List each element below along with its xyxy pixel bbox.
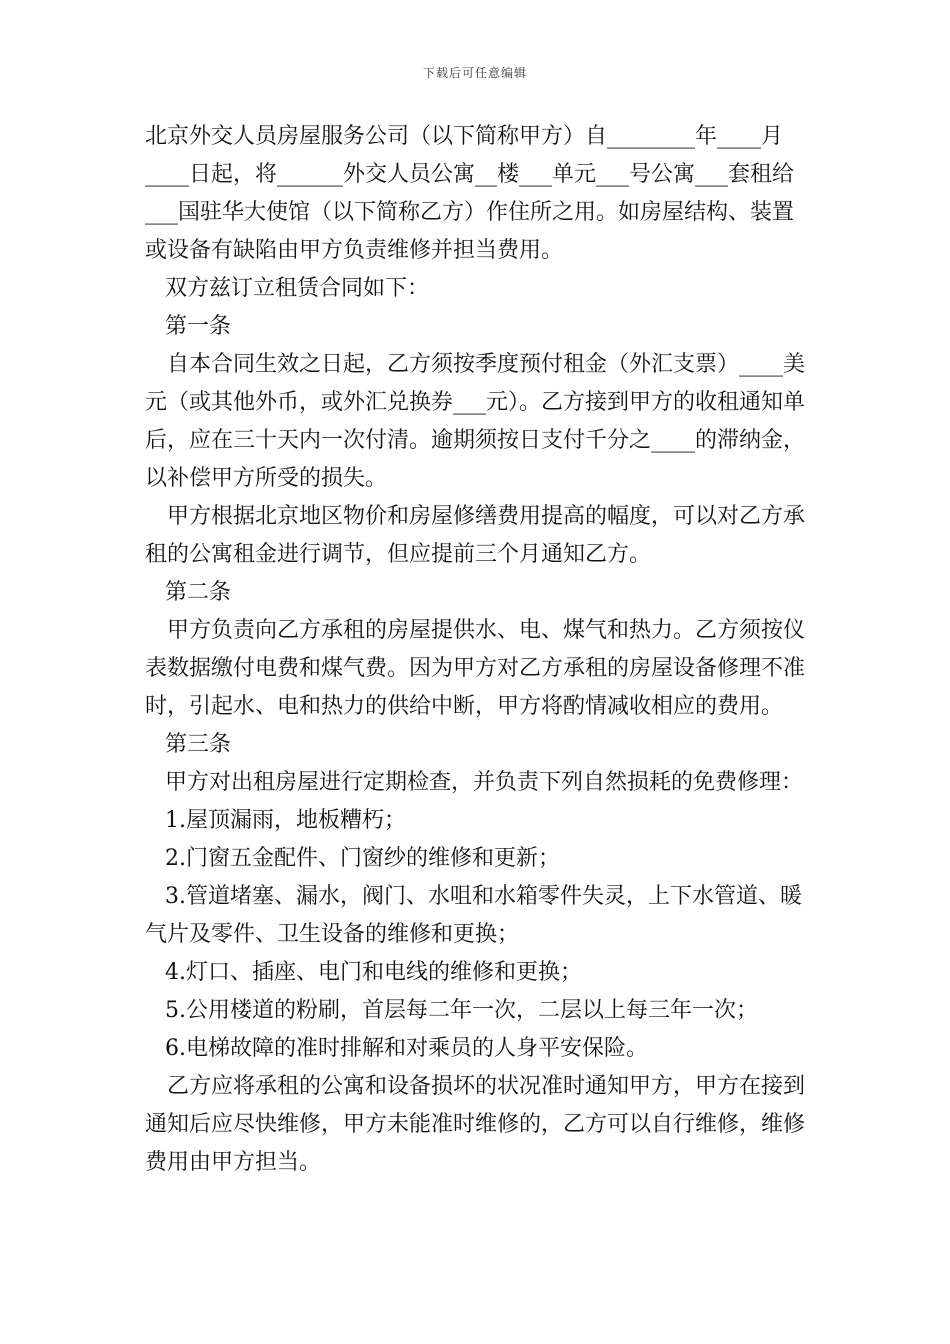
agreement-statement: 双方兹订立租赁合同如下： [165, 276, 430, 301]
list-item: 6.电梯故障的准时排解和对乘员的人身平安保险。 [165, 1036, 648, 1061]
list-item: 5.公用楼道的粉刷，首层每二年一次，二层以上每三年一次； [165, 998, 758, 1023]
article-1-paragraph-2: 甲方根据北京地区物价和房屋修缮费用提高的幅度，可以对乙方承租的公寓租金进行调节，但应提前三个月通知乙方。 [145, 504, 806, 567]
article-2-paragraph-1: 甲方负责向乙方承租的房屋提供水、电、煤气和热力。乙方须按仪表数据缴付电费和煤气费。因为甲方对乙方承租的房屋设备修理不准时，引起水、电和热力的供给中断，甲方将酌情减收相应的费用。 [145, 618, 806, 719]
article-1-title: 第一条 [165, 314, 232, 339]
list-item: 4.灯口、插座、电门和电线的维修和更换； [165, 960, 582, 985]
contract-intro: 北京外交人员房屋服务公司（以下简称甲方）自________年____月____日起，将______外交人员公寓__楼___单元___号公寓___套租给___国驻华大使馆（以下简称乙方）作住所之用。如房屋结构、装置或设备有缺陷由甲方负责维修并担当费用。 [145, 124, 795, 263]
list-item: 3.管道堵塞、漏水，阀门、水咀和水箱零件失灵，上下水管道、暖气片及零件、卫生设备的维修和更换； [145, 884, 802, 947]
article-3-paragraph-1: 甲方对出租房屋进行定期检查，并负责下列自然损耗的免费修理： [165, 770, 804, 795]
document-body [145, 118, 807, 1182]
list-item: 2.门窗五金配件、门窗纱的维修和更新； [165, 846, 560, 871]
article-2-title: 第二条 [165, 580, 232, 605]
article-1-paragraph-1: 自本合同生效之日起，乙方须按季度预付租金（外汇支票）____美元（或其他外币，或外汇兑换券___元）。乙方接到甲方的收租通知单后，应在三十天内一次付清。逾期须按日支付千分之____的滞纳金，以补偿甲方所受的损失。 [145, 352, 806, 491]
article-3-title: 第三条 [165, 732, 232, 757]
page-header: 下载后可任意编辑 [422, 66, 527, 80]
list-item: 1.屋顶漏雨，地板糟朽； [165, 808, 406, 833]
article-3-paragraph-2: 乙方应将承租的公寓和设备损坏的状况准时通知甲方，甲方在接到通知后应尽快维修，甲方未能准时维修的，乙方可以自行维修，维修费用由甲方担当。 [145, 1074, 806, 1175]
